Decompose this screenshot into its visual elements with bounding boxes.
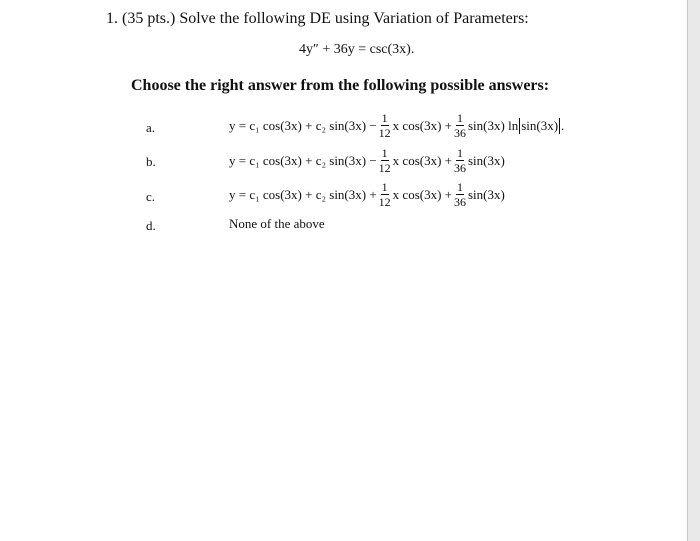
option-c-base: y = c₁ cos(3x) + c₂ sin(3x) + [229,186,377,202]
option-c-fraction-1: $\frac{1}{12}$ [378,180,391,209]
option-a-abs-arg: sin(3x) [521,117,559,133]
differential-equation: 4y″ + 36y = csc(3x). [299,42,415,57]
option-d-letter: d. [146,218,156,233]
abs-bar-right [559,118,560,134]
option-a-tail: sin(3x) ln [468,117,519,133]
option-d-text: None of the above [229,216,325,231]
question-title: 1. (35 pts.) Solve the following DE using Variation of Parameters: [106,10,529,27]
option-c-tail: sin(3x) [468,186,505,202]
option-c-fraction-2: $\frac{1}{36}$ [454,180,466,209]
option-a-fraction-1: $\frac{1}{12}$ [378,111,391,140]
option-a-base: y = c₁ cos(3x) + c₂ sin(3x) − [229,117,377,133]
option-c-equation [229,181,505,208]
abs-bar-left [519,118,520,134]
option-b-fraction-1: $\frac{1}{12}$ [378,146,391,175]
option-c-mid: x cos(3x) + [392,186,452,202]
option-b-equation [229,147,505,174]
option-a-end: . [561,117,565,133]
option-c-letter: c. [146,189,156,204]
option-b-mid: x cos(3x) + [392,152,452,168]
option-b-letter: b. [146,154,156,169]
option-a-letter: a. [146,120,156,135]
option-b-fraction-2: $\frac{1}{36}$ [454,146,466,175]
instruction-text: Choose the right answer from the following possible answers: [131,77,550,94]
option-b-base: y = c₁ cos(3x) + c₂ sin(3x) − [229,152,377,168]
option-b-tail: sin(3x) [468,152,505,168]
option-a-equation [229,112,564,139]
option-a-mid: x cos(3x) + [392,117,452,133]
option-a-fraction-2: $\frac{1}{36}$ [454,111,466,140]
